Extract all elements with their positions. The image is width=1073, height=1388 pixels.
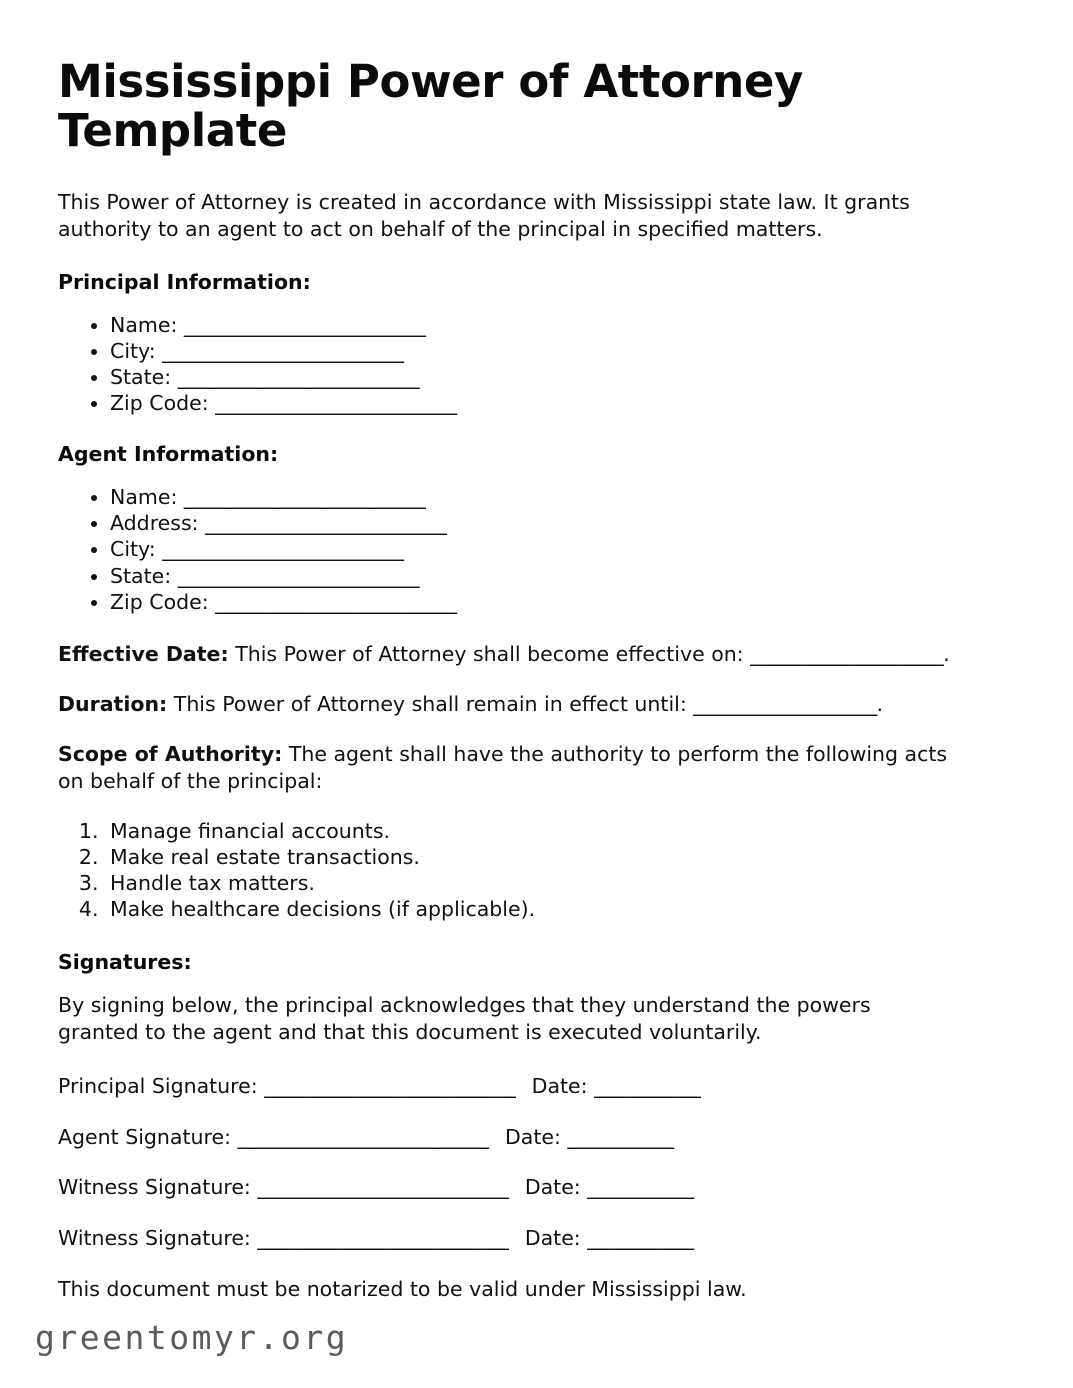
duration-label: Duration: [58,691,168,716]
field-label: City: [110,339,156,364]
field-blank: _________________________ [177,365,419,390]
list-item [110,312,1006,338]
duration-paragraph [58,691,958,718]
field-label: State: [110,563,172,588]
intro-paragraph: This Power of Attorney is created in accordance with Mississippi state law. It grants authority to an agent to act on behalf of the principal in specified matters. [58,190,910,242]
signature-label: Witness Signature: [58,1175,251,1200]
signatures-acknowledgement: By signing below, the principal acknowledges that they understand the powers granted to the agent and that this document is executed voluntarily. [58,992,871,1044]
field-label: Name: [110,485,178,510]
document-content [58,55,1006,1302]
agent-signature-row [58,1124,1006,1151]
field-label: State: [110,365,172,390]
date-label: Date: [524,1175,581,1200]
list-item [110,364,1006,390]
date-blank: ___________ [567,1124,674,1149]
witness-signature-row-1 [58,1174,1006,1201]
signature-label: Principal Signature: [58,1073,258,1098]
field-label: Zip Code: [110,589,209,614]
date-label: Date: [531,1073,588,1098]
effective-date-paragraph [58,641,958,668]
scope-of-authority-list [58,818,1006,922]
list-item: 2. Make real estate transactions. [105,844,1006,870]
signature-blank: __________________________ [264,1073,516,1098]
date-blank: ___________ [587,1225,694,1250]
notarization-note: This document must be notarized to be valid under Mississippi law. [58,1276,747,1301]
date-blank: ___________ [587,1175,694,1200]
date-label: Date: [524,1225,581,1250]
field-label: Address: [110,511,199,536]
duration-blank: ___________________ [693,691,877,716]
field-blank: _________________________ [162,537,404,562]
list-item [110,536,1006,562]
signature-label: Witness Signature: [58,1225,251,1250]
list-item: 1. Manage financial accounts. [105,818,1006,844]
field-label: Zip Code: [110,391,209,416]
list-item: 4. Make healthcare decisions (if applicable). [105,896,1006,922]
witness-signature-row-2 [58,1225,1006,1252]
list-item [110,510,1006,536]
duration-period: . [876,691,884,716]
principal-signature-row [58,1073,1006,1100]
signature-blank: __________________________ [257,1175,509,1200]
list-item [110,484,1006,510]
principal-information-heading: Principal Information: [58,270,311,295]
field-blank: _________________________ [215,391,457,416]
effective-date-label: Effective Date: [58,641,229,666]
site-watermark: greentomyr.org [35,1318,349,1357]
list-item [110,338,1006,364]
duration-text: This Power of Attorney shall remain in effect until: [173,691,687,716]
effective-date-text: This Power of Attorney shall become effective on: [235,641,744,666]
list-item [110,563,1006,589]
field-blank: _________________________ [205,511,447,536]
date-blank: ___________ [594,1073,701,1098]
signatures-heading: Signatures: [58,949,192,974]
effective-date-blank: ____________________ [750,641,944,666]
list-item: 3. Handle tax matters. [105,870,1006,896]
field-blank: _________________________ [162,339,404,364]
effective-date-period: . [943,641,950,666]
agent-information-heading: Agent Information: [58,442,279,467]
scope-of-authority-paragraph [58,741,958,795]
principal-information-list [58,312,1006,416]
field-blank: _________________________ [183,313,426,338]
signature-blank: __________________________ [257,1225,509,1250]
list-item [110,589,1006,615]
field-label: City: [110,537,156,562]
list-item [110,390,1006,416]
field-blank: _________________________ [215,589,457,614]
field-blank: _________________________ [177,563,419,588]
scope-of-authority-text: The agent shall have the authority to perform the following acts on behalf of the principal: [58,741,948,793]
date-label: Date: [504,1124,561,1149]
signature-label: Agent Signature: [58,1124,231,1149]
agent-information-list [58,484,1006,614]
page-title: Mississippi Power of Attorney Template [58,55,803,157]
scope-of-authority-label: Scope of Authority: [58,741,283,766]
signature-blank: __________________________ [237,1124,489,1149]
field-label: Name: [110,313,178,338]
field-blank: _________________________ [183,485,426,510]
